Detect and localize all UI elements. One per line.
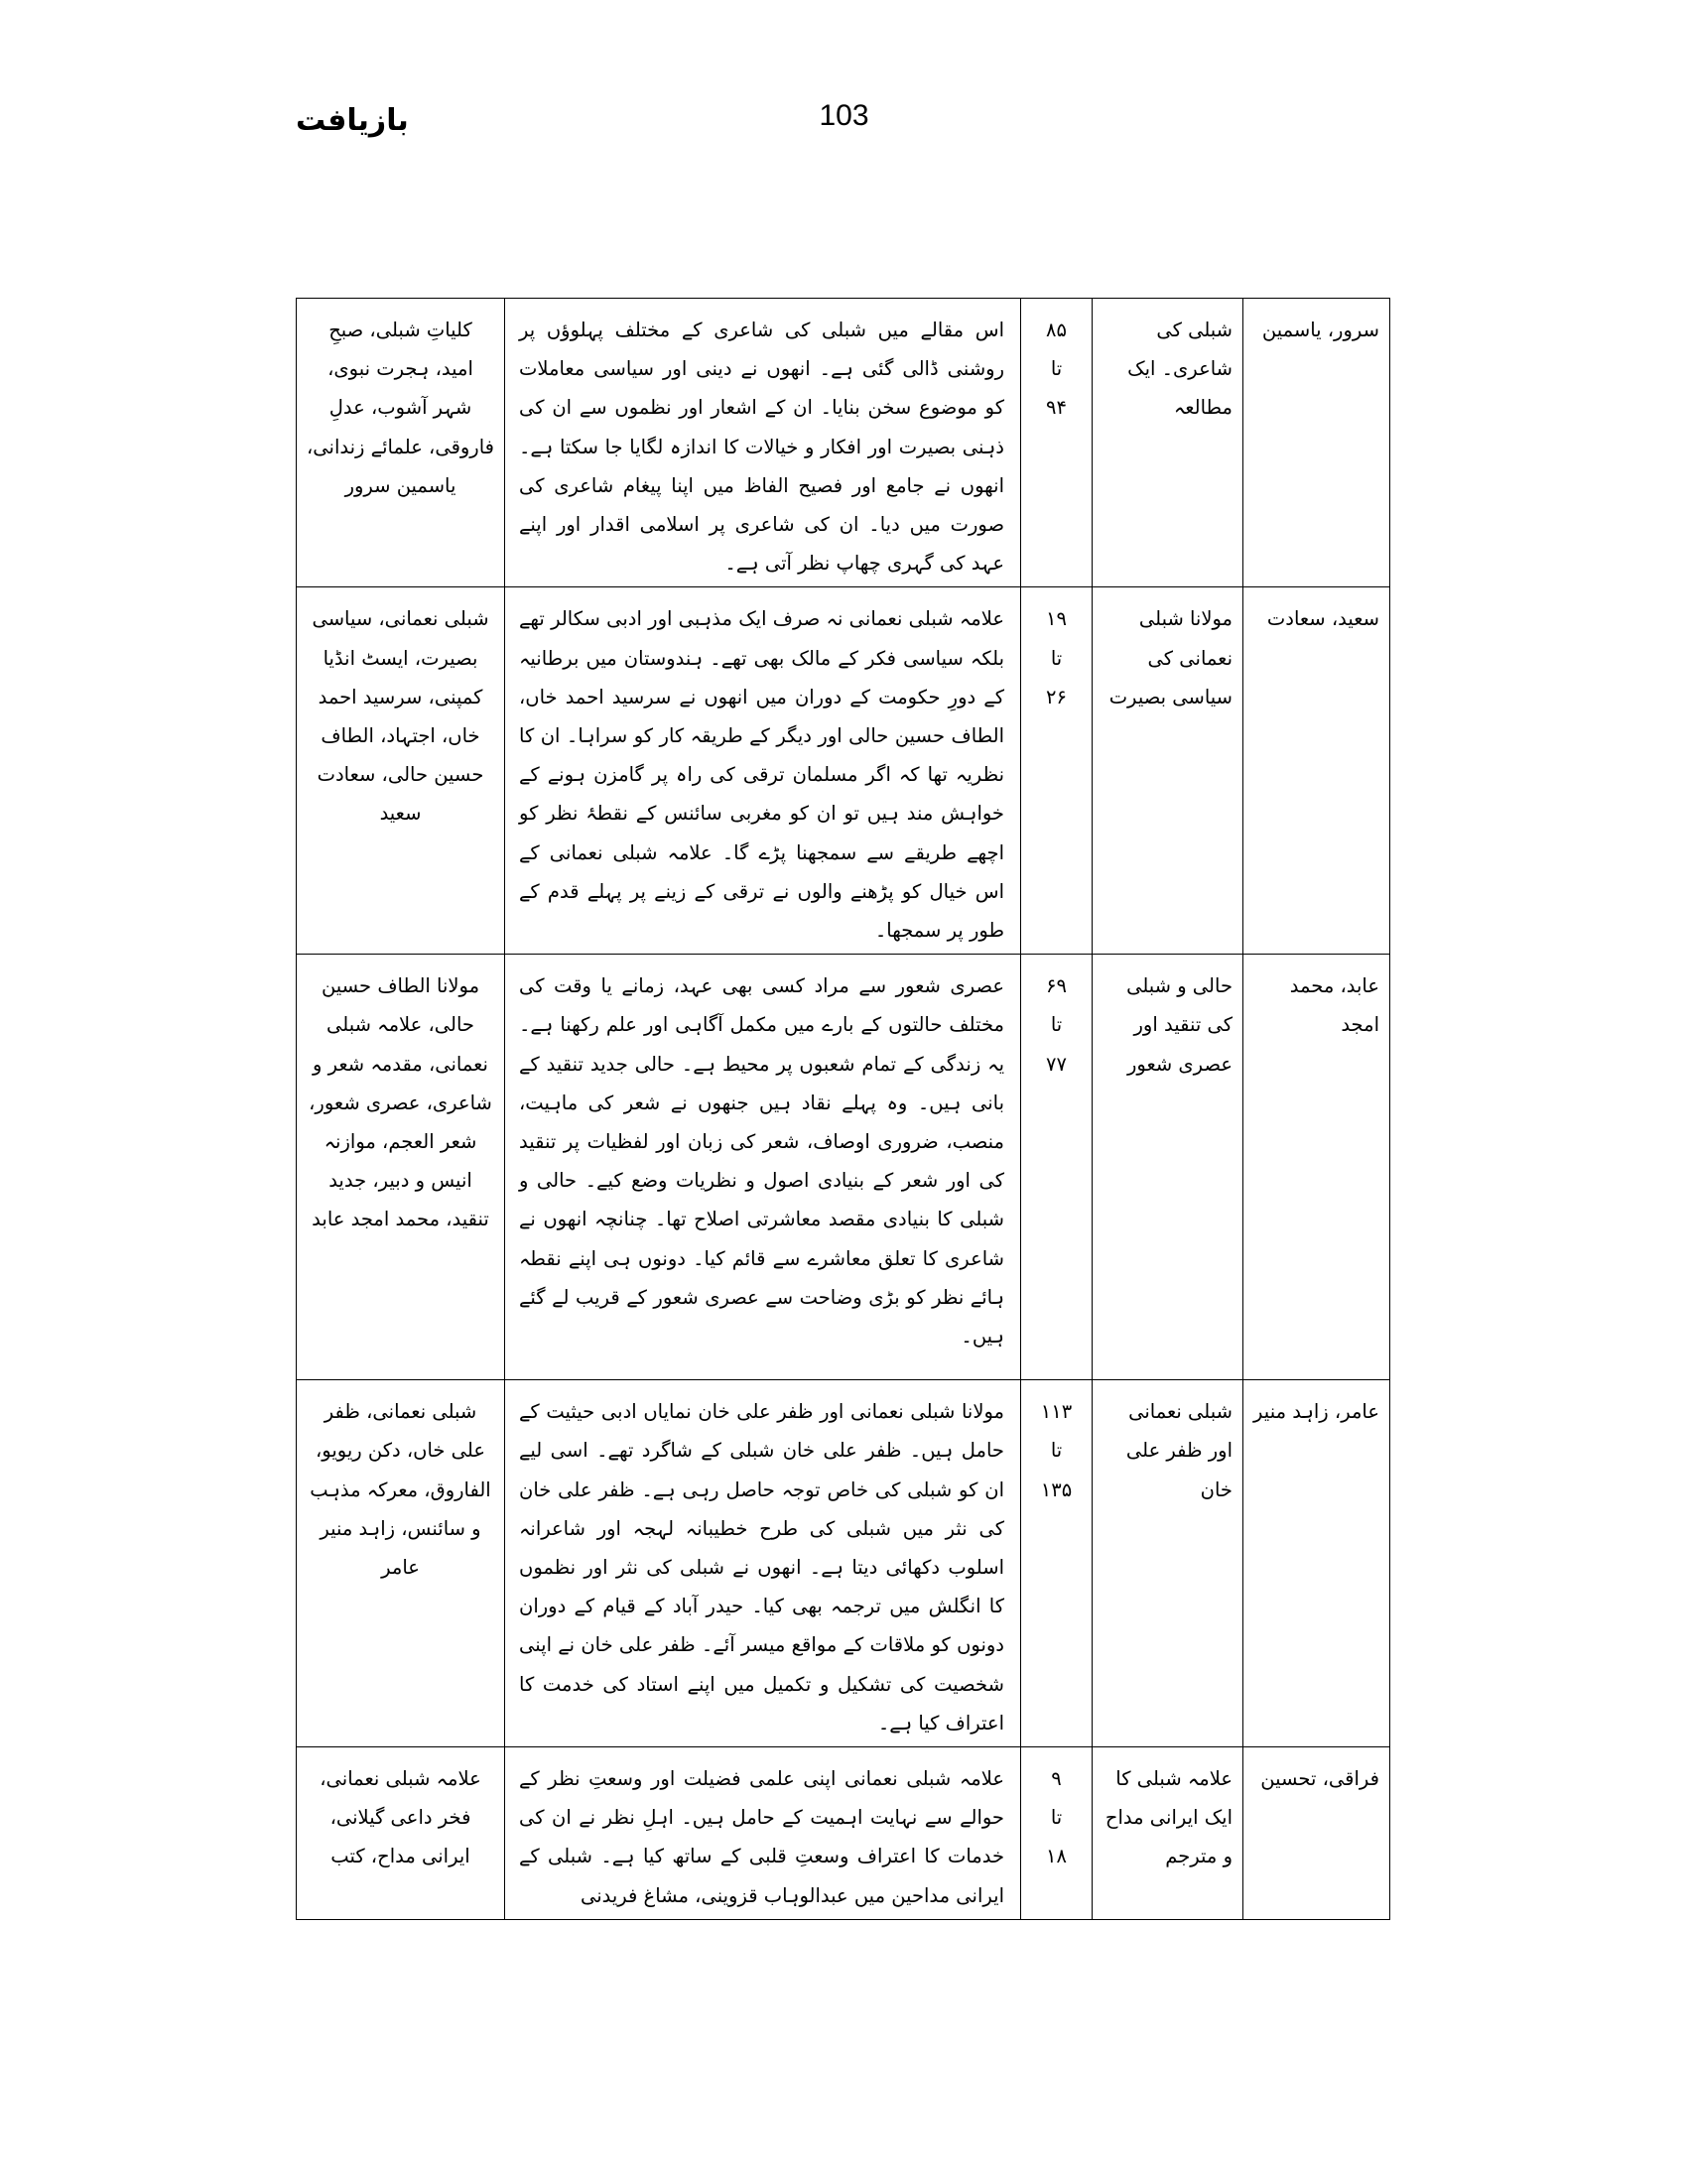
page-end: ۱۳۵: [1040, 1477, 1073, 1501]
author-cell: عابد، محمد امجد: [1243, 955, 1390, 1380]
page-range-separator: تا: [1050, 1806, 1063, 1830]
table-row: [297, 587, 1390, 955]
author-cell: سعید، سعادت: [1243, 587, 1390, 955]
table-row: [297, 955, 1390, 1380]
summary-cell: علامہ شبلی نعمانی نہ صرف ایک مذہبی اور ادبی سکالر تھے بلکہ سیاسی فکر کے مالک بھی تھے۔ ہندوستان میں برطانیہ کے دورِ حکومت کے دوران میں انھوں نے سرسید احمد خاں، الطاف حسین حالی اور دیگر کے طریقہ کار کو سراہا۔ ان کا نظریہ تھا کہ اگر مسلمان ترقی کی راہ پر گامزن ہونے کے خواہش مند ہیں تو ان کو مغربی سائنس کے نقطۂ نظر کو اچھے طریقے سے سمجھنا پڑے گا۔ علامہ شبلی نعمانی کے اس خیال کو پڑھنے والوں نے ترقی کے زینے پر پہلے قدم کے طور پر سمجھا۔: [505, 587, 1021, 955]
journal-title: بازیافت: [296, 103, 409, 138]
page-end: ۱۸: [1046, 1845, 1067, 1868]
keywords-cell: شبلی نعمانی، ظفر علی خاں، دکن ریویو، الفاروق، معرکہ مذہب و سائنس، زاہد منیر عامر: [297, 1380, 505, 1747]
keywords-cell: مولانا الطاف حسین حالی، علامہ شبلی نعمانی، مقدمہ شعر و شاعری، عصری شعور، شعر العجم، موازنہ انیس و دبیر، جدید تنقید، محمد امجد عابد: [297, 955, 505, 1380]
page-range-separator: تا: [1050, 357, 1063, 381]
summary-cell: علامہ شبلی نعمانی اپنی علمی فضیلت اور وسعتِ نظر کے حوالے سے نہایت اہمیت کے حامل ہیں۔ اہلِ نظر نے ان کی خدمات کا اعتراف وسعتِ قلبی کے ساتھ کیا ہے۔ شبلی کے ایرانی مداحین میں عبدالوہاب قزوینی، مشاغ فریدنی: [505, 1747, 1021, 1920]
page-start: ۶۹: [1046, 974, 1067, 998]
article-title-cell: علامہ شبلی کا ایک ایرانی مداح و مترجم: [1093, 1747, 1243, 1920]
table-row: [297, 1747, 1390, 1920]
page-start: ۸۵: [1046, 319, 1067, 341]
summary-cell: اس مقالے میں شبلی کی شاعری کے مختلف پہلوؤں پر روشنی ڈالی گئی ہے۔ انھوں نے دینی اور سیاسی معاملات کو موضوع سخن بنایا۔ ان کے اشعار اور نظموں سے ان کی ذہنی بصیرت اور افکار و خیالات کا اندازہ لگایا جا سکتا ہے۔ انھوں نے جامع اور فصیح الفاظ میں اپنا پیغام شاعری کی صورت میں دیا۔ ان کی شاعری پر اسلامی اقدار اور اپنے عہد کی گہری چھاپ نظر آتی ہے۔: [505, 299, 1021, 587]
author-cell: سرور، یاسمین: [1243, 299, 1390, 587]
article-title-cell: شبلی نعمانی اور ظفر علی خان: [1093, 1380, 1243, 1747]
summary-cell: مولانا شبلی نعمانی اور ظفر علی خان نمایاں ادبی حیثیت کے حامل ہیں۔ ظفر علی خان شبلی کے شاگرد تھے۔ اسی لیے ان کو شبلی کی خاص توجہ حاصل رہی ہے۔ ظفر علی خان کی نثر میں شبلی کی طرح خطیبانہ لہجہ اور شاعرانہ اسلوب دکھائی دیتا ہے۔ انھوں نے شبلی کی نثر اور نظموں کا انگلش میں ترجمہ بھی کیا۔ حیدر آباد کے قیام کے دوران دونوں کو ملاقات کے مواقع میسر آئے۔ ظفر علی خان نے اپنی شخصیت کی تشکیل و تکمیل میں اپنے استاد کی خدمت کا اعتراف کیا ہے۔: [505, 1380, 1021, 1747]
keywords-cell: علامہ شبلی نعمانی، فخر داعی گیلانی، ایرانی مداح، کتب: [297, 1747, 505, 1920]
page-end: ۷۷: [1046, 1052, 1067, 1076]
keywords-cell: شبلی نعمانی، سیاسی بصیرت، ایسٹ انڈیا کمپنی، سرسید احمد خاں، اجتہاد، الطاف حسین حالی، سعادت سعید: [297, 587, 505, 955]
page-end: ۹۴: [1046, 396, 1067, 420]
table-row: [297, 299, 1390, 587]
page-range-cell: [1021, 587, 1093, 955]
table-row: [297, 1380, 1390, 1747]
page-range-cell: [1021, 1747, 1093, 1920]
article-title-cell: شبلی کی شاعری۔ ایک مطالعہ: [1093, 299, 1243, 587]
page-start: ۱۹: [1046, 607, 1067, 631]
article-title-cell: حالی و شبلی کی تنقید اور عصری شعور: [1093, 955, 1243, 1380]
page-number: 103: [819, 99, 869, 132]
page-range-cell: [1021, 299, 1093, 587]
page-range-cell: [1021, 955, 1093, 1380]
keywords-cell: کلیاتِ شبلی، صبحِ امید، ہجرت نبوی، شہر آشوب، عدلِ فاروقی، علمائے زندانی، یاسمین سرور: [297, 299, 505, 587]
index-table: [296, 298, 1390, 1920]
page-range-separator: تا: [1050, 1439, 1063, 1463]
page-start: ۱۱۳: [1040, 1400, 1073, 1424]
article-title-cell: مولانا شبلی نعمانی کی سیاسی بصیرت: [1093, 587, 1243, 955]
page-start: ۹: [1051, 1767, 1062, 1791]
page-range-cell: [1021, 1380, 1093, 1747]
author-cell: فراقی، تحسین: [1243, 1747, 1390, 1920]
page-range-separator: تا: [1050, 1013, 1063, 1037]
page-end: ۲۶: [1046, 685, 1067, 708]
summary-cell: عصری شعور سے مراد کسی بھی عہد، زمانے یا وقت کی مختلف حالتوں کے بارے میں مکمل آگاہی اور علم رکھنا ہے۔ یہ زندگی کے تمام شعبوں پر محیط ہے۔ حالی جدید تنقید کے بانی ہیں۔ وہ پہلے نقاد ہیں جنھوں نے شعر کی ماہیت، منصب، ضروری اوصاف، شعر کی زبان اور لفظیات پر تنقید کی اور شعر کے بنیادی اصول و نظریات وضع کیے۔ حالی و شبلی کا بنیادی مقصد معاشرتی اصلاح تھا۔ چنانچہ انھوں نے شاعری کا تعلق معاشرے سے قائم کیا۔ دونوں ہی اپنے نقطہ ہائے نظر کو بڑی وضاحت سے عصری شعور کے قریب لے گئے ہیں۔: [505, 955, 1021, 1380]
page-range-separator: تا: [1050, 646, 1063, 670]
author-cell: عامر، زاہد منیر: [1243, 1380, 1390, 1747]
